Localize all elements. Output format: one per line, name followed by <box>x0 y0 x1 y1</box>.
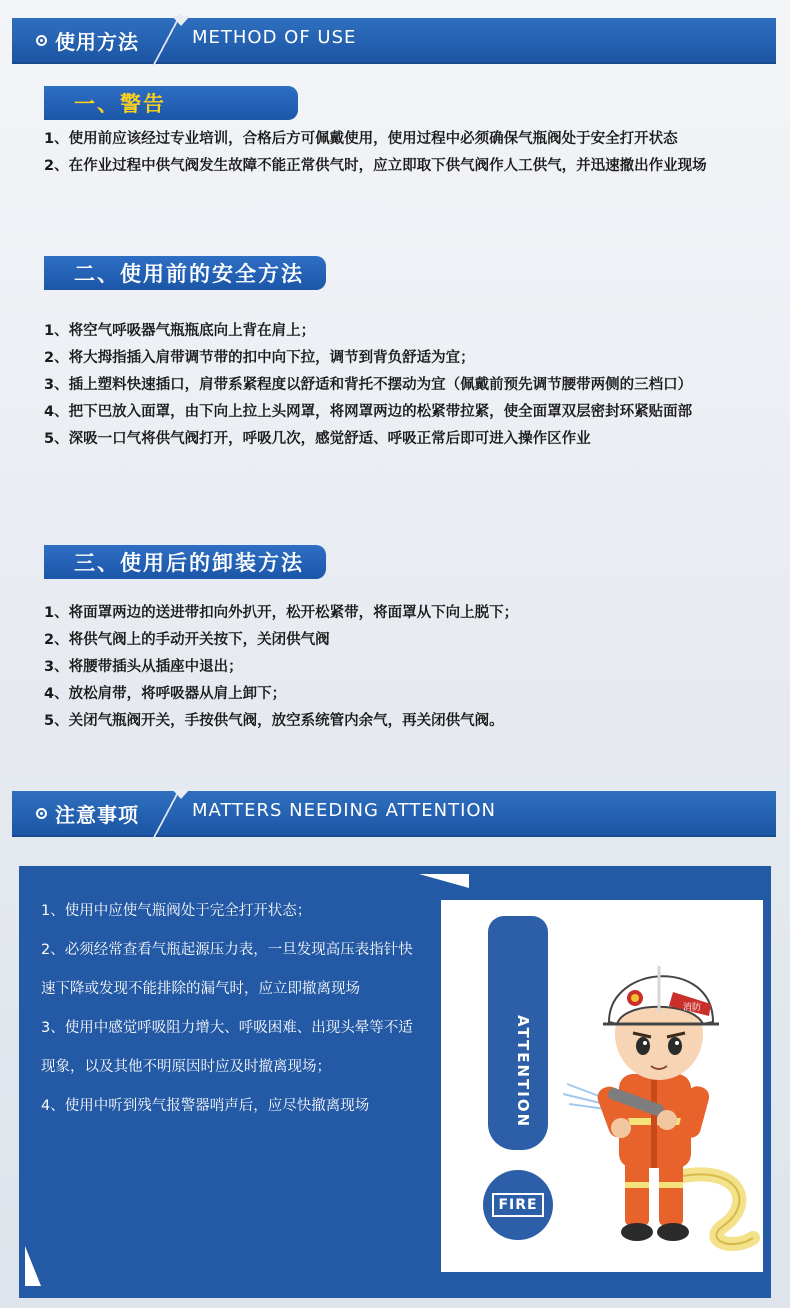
target-icon <box>36 808 47 819</box>
pre-use-list <box>44 320 734 455</box>
attention-vertical-text: ATTENTION <box>514 1015 532 1129</box>
list-item: 2、将大拇指插入肩带调节带的扣中向下拉，调节到背负舒适为宜； <box>44 350 475 366</box>
warning-heading: 一、警告 <box>44 86 298 120</box>
list-item: 4、放松肩带，将呼吸器从肩上卸下； <box>44 686 287 702</box>
list-item: 4、使用中听到残气报警器哨声后，应尽快撤离现场 <box>41 1098 370 1114</box>
warning-list <box>44 128 734 182</box>
list-item: 3、插上塑料快速插口，肩带系紧程度以舒适和背托不摆动为宜（佩戴前预先调节腰带两侧的三档口） <box>44 377 693 393</box>
banner-title-cn: 注意事项 <box>55 802 139 827</box>
firefighter-icon <box>563 906 763 1266</box>
list-item: 3、使用中感觉呼吸阻力增大、呼吸困难、出现头晕等不适现象，以及其他不明原因时应及时撤离现场； <box>41 1020 413 1075</box>
list-item: 2、在作业过程中供气阀发生故障不能正常供气时，应立即取下供气阀作人工供气，并迅速撤出作业现场 <box>44 158 707 174</box>
corner-decoration <box>419 874 469 888</box>
post-use-list <box>44 602 734 737</box>
helmet-text: 消防 <box>683 1003 702 1013</box>
list-item: 2、必须经常查看气瓶起源压力表，一旦发现高压表指针快速下降或发现不能排除的漏气时，应立即撤离现场 <box>41 942 413 997</box>
list-item: 5、关闭气瓶阀开关，手按供气阀，放空系统管内余气，再关闭供气阀。 <box>44 713 504 729</box>
attention-banner <box>12 791 776 835</box>
banner-title-en: MATTERS NEEDING ATTENTION <box>192 800 497 821</box>
list-item: 1、将空气呼吸器气瓶瓶底向上背在肩上； <box>44 323 316 339</box>
list-item: 2、将供气阀上的手动开关按下，关闭供气阀 <box>44 632 330 648</box>
fire-badge <box>483 1170 553 1240</box>
firefighter-illustration <box>441 900 763 1272</box>
pre-use-heading: 二、使用前的安全方法 <box>44 256 326 290</box>
list-item: 1、使用前应该经过专业培训，合格后方可佩戴使用，使用过程中必须确保气瓶阀处于安全打开状态 <box>44 131 678 147</box>
list-item: 5、深吸一口气将供气阀打开，呼吸几次，感觉舒适、呼吸正常后即可进入操作区作业 <box>44 431 591 447</box>
banner-title-en: METHOD OF USE <box>192 27 357 48</box>
list-item: 3、将腰带插头从插座中退出； <box>44 659 243 675</box>
method-of-use-banner <box>12 18 776 62</box>
list-item: 4、把下巴放入面罩，由下向上拉上头网罩，将网罩两边的松紧带拉紧，使全面罩双层密封环紧贴面部 <box>44 404 693 420</box>
banner-title-cn: 使用方法 <box>55 29 139 54</box>
list-item: 1、使用中应使气瓶阀处于完全打开状态； <box>41 903 312 919</box>
list-item: 1、将面罩两边的送进带扣向外扒开，松开松紧带，将面罩从下向上脱下； <box>44 605 519 621</box>
banner-notch <box>172 789 190 799</box>
attention-panel <box>19 866 771 1298</box>
corner-decoration <box>25 1246 41 1286</box>
attention-list <box>41 892 421 1126</box>
banner-notch <box>172 16 190 26</box>
target-icon <box>36 35 47 46</box>
fire-badge-text: FIRE <box>492 1193 543 1217</box>
post-use-heading: 三、使用后的卸装方法 <box>44 545 326 579</box>
